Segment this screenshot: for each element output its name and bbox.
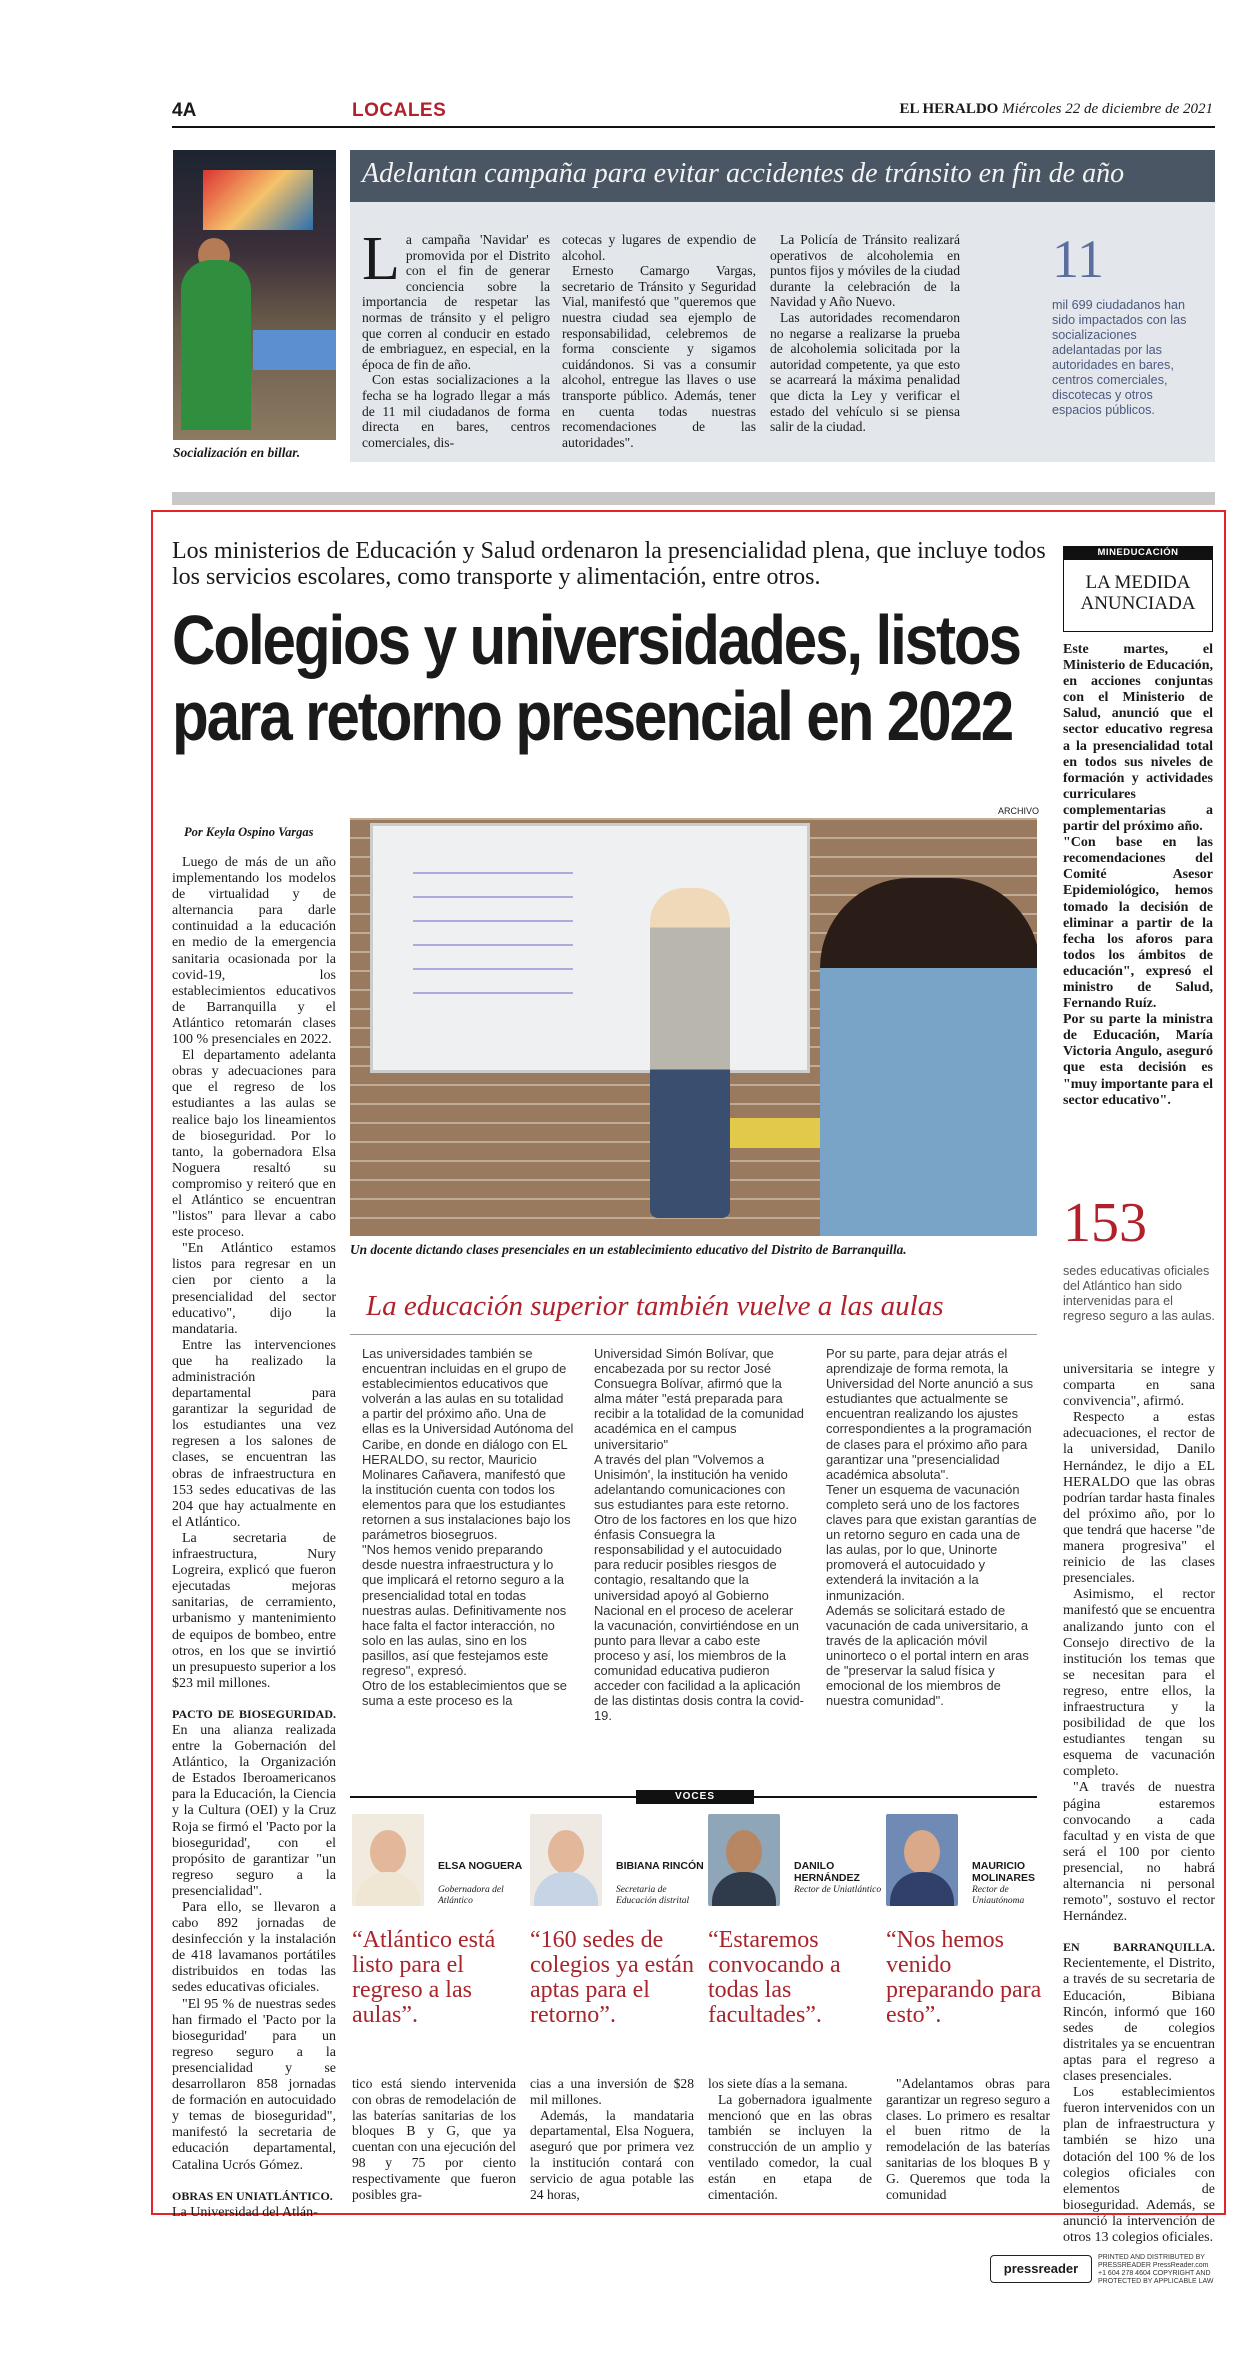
sidebar-stat-number: 153 — [1063, 1192, 1147, 1254]
voz-name: DANILO HERNÁNDEZ — [794, 1860, 860, 1884]
secondary-column-1: Las universidades también se encuentran incluidas en el grupo de establecimientos educativos que volverán a las aulas en su totalidad a partir del próximo año. Una de ellas es la Universidad Autónoma del Caribe, en donde en diálogo con EL HERALDO, su rector, Mauricio Molinares Cañavera, manifestó que la institución cuenta con todos los elementos para que los estudiantes retornen a sus instalaciones bajo los parámetros biosegruos. "Nos hemos venido preparando desde nuestra infraestructura y lo que implicará el retorno seguro a la presencialidad total en todas nuestras aulas. Definitivamente nos hace falta el factor interacción, no solo en las aulas, sino en los pasillos, así que festejamos este regreso", expresó. Otro de los establecimientos que se suma a este proceso es la — [362, 1346, 574, 1709]
top-story-column-1: L a campaña 'Navidar' es promovida por el Distrito con el fin de generar conciencia sobre la importancia de respetar las normas de tránsito y el peligro que corren al conducir en estado de embriaguez, en especial, en la época de fin de año. Con estas socializaciones a la fecha se ha logrado llegar a más de 11 mil ciudadanos de forma directa en bares, centros comerciales, dis- — [362, 225, 550, 450]
drop-cap: L — [362, 225, 400, 293]
voz-role: Secretaria de Educación distrital — [616, 1885, 690, 1906]
sidebar-text: Este martes, el Ministerio de Educación, en acciones conjuntas con el Ministerio de Salud, anunció que el sector educativo regresa a la presencialidad total en todos sus niveles de formación y actividades curriculares complementarias a partir del próximo año. "Con base en las recomendaciones del Comité Asesor Epidemiológico, hemos tomado la decisión de eliminar a partir de la fecha los aforos para todos los ámbitos de educación", expresó el ministro de Salud, Fernando Ruíz. Por su parte la ministra de Educación, María Victoria Angulo, aseguró que esta decisión es "muy importante para el sector educativo". — [1063, 642, 1213, 1108]
masthead — [900, 101, 1213, 118]
voz-quote: “Estaremos convocando a todas las facultades”. — [708, 1927, 841, 2028]
secondary-rule — [350, 1334, 1037, 1335]
voz-quote: “160 sedes de colegios ya están aptas para el retorno”. — [530, 1927, 694, 2028]
voz-quote: “Nos hemos venido preparando para esto”. — [886, 1927, 1042, 2028]
bottom-column-3: los siete días a la semana. La gobernadora igualmente mencionó que en las obras también se incluyen la construcción de un amplio y ventilado comedor, la cual están en etapa de cimentación. — [708, 2076, 872, 2202]
voz-role: Gobernadora del Atlántico — [438, 1885, 504, 1906]
voces-label: VOCES — [636, 1790, 754, 1804]
billiards-photo — [173, 150, 336, 440]
voz-name: BIBIANA RINCÓN — [616, 1860, 704, 1872]
subhead-barranquilla: EN BARRANQUILLA. — [1063, 1940, 1215, 1955]
page-number: 4A — [172, 100, 197, 121]
header-rule — [172, 126, 1215, 128]
newspaper-name: EL HERALDO — [899, 101, 999, 117]
main-headline: Colegios y universidades, listos para retorno presencial en 2022 — [172, 601, 1020, 755]
avatar-noguera — [352, 1814, 424, 1906]
pressreader-notice: PRINTED AND DISTRIBUTED BY PRESSREADER PressReader.com +1 604 278 4604 COPYRIGHT AND PROTECTED BY APPLICABLE LAW — [1098, 2254, 1214, 2285]
pressreader-logo[interactable]: pressreader — [990, 2255, 1092, 2283]
avatar-rincon — [530, 1814, 602, 1906]
voz-role: Rector de Uniatlántico — [794, 1885, 882, 1895]
byline: Por Keyla Ospino Vargas — [184, 825, 314, 839]
bottom-column-2: cias a una inversión de $28 mil millones. Además, la mandataria departamental, Elsa Noguera, aseguró que por primera vez la institución contará con servicio de agua potable las 24 horas, — [530, 2076, 694, 2202]
sidebar-stat-text: sedes educativas oficiales del Atlántico han sido intervenidas para el regreso seguro a las aulas. — [1063, 1264, 1215, 1323]
issue-date: Miércoles 22 de diciembre de 2021 — [1002, 101, 1213, 117]
main-kicker: Los ministerios de Educación y Salud ordenaron la presencialidad plena, que incluye todos los servicios escolares, como transporte y alimentación, entre otros. — [172, 538, 1046, 590]
voz-name: ELSA NOGUERA — [438, 1860, 523, 1872]
top-story-column-2: cotecas y lugares de expendio de alcohol. Ernesto Camargo Vargas, secretario de Tránsito y Seguridad Vial, manifestó que "queremos que nuestra ciudad sea ejemplo de responsabilidad, celebremos de forma consciente y sigamos cuidándonos. Si vas a consumir alcohol, entregue las llaves o use transporte público. Además, tener en cuenta todas nuestras recomendaciones de las autoridades". — [562, 232, 756, 450]
photo-credit: ARCHIVO — [998, 806, 1040, 816]
top-stat-text: mil 699 ciudadanos han sido impactados con las socializaciones adelantadas por las autoridades en bares, centros comerciales, discotecas y otros espacios públicos. — [1052, 298, 1187, 417]
classroom-photo — [350, 818, 1037, 1236]
right-column: universitaria se integre y comparta en sana convivencia", afirmó. Respecto a estas adecuaciones, el rector de la universidad, Danilo Hernández, le dijo a EL HERALDO que las obras podrían tardar hasta finales del próximo año, por lo que tendrá que hacerse "de manera progresiva" el reinicio de las clases presenciales. Asimismo, el rector manifestó que se encuentra analizando junto con el Consejo directivo de la institución los temas que se necesitan para el regreso, entre ellos, la infraestructura y la posibilidad de que los estudiantes tengan su esquema de vacunación completo. "A través de nuestra página estaremos convocando a cada facultad y en vista de que será el 100 por ciento presencial, no habrá alternancia ni personal remoto", sostuvo el rector Hernández. EN BARRANQUILLA. Recientemente, el Distrito, a través de su secretaria de Educación, Bibiana Rincón, informó que 160 sedes de colegios distritales ya se encuentran aptas para el regreso a clases presenciales. Los establecimientos fueron intervenidos con un plan de infraestructura y también se hizo una dotación del 100 % de los colegios oficiales con elementos de bioseguridad. Además, se anunció la intervención de otros 13 colegios oficiales. — [1063, 1362, 1215, 2245]
subhead-pacto: PACTO DE BIOSEGURIDAD. — [172, 1706, 336, 1721]
subhead-obras: OBRAS EN UNIATLÁNTICO. — [172, 2188, 333, 2203]
separator-band — [172, 492, 1215, 505]
bottom-column-1: tico está siendo intervenida con obras de remodelación de las baterías sanitarias de los bloques B y G, que ya cuentan con una ejecución del 98 y 75 por ciento respectivamente que fueron posibles gra- — [352, 2076, 516, 2202]
bottom-column-4: "Adelantamos obras para garantizar un regreso seguro a clases. Lo primero es resaltar el buen ritmo de la remodelación de las baterías sanitarias de los bloques B y G. Queremos que toda la comunidad — [886, 2076, 1050, 2202]
voz-name: MAURICIO MOLINARES — [972, 1860, 1035, 1884]
avatar-hernandez — [708, 1814, 780, 1906]
voz-role: Rector de Uniautónoma — [972, 1885, 1025, 1906]
top-story-column-3: La Policía de Tránsito realizará operativos de alcoholemia en puntos fijos y móviles de la ciudad durante la celebración de la Navidad y Año Nuevo. Las autoridades recomendaron no negarse a realizarse la prueba de alcoholemia solicitada por la autoridad competente, ya que esto se acarreará la máxima penalidad que dicta la Ley y verificar el estado del vehículo si se piensa salir de la ciudad. — [770, 232, 960, 435]
section-name: LOCALES — [352, 100, 447, 121]
voz-quote: “Atlántico está listo para el regreso a las aulas”. — [352, 1927, 496, 2028]
main-photo-caption: Un docente dictando clases presenciales en un establecimiento educativo del Distrito de Barranquilla. — [350, 1242, 907, 1257]
main-left-column: Luego de más de un año implementando los modelos de virtualidad y de alternancia para darle continuidad a la educación en medio de la emergencia sanitaria ocasionada por la covid-19, los establecimientos educativos de Barranquilla y el Atlántico retomarán clases 100 % presenciales en 2022. El departamento adelanta obras y adecuaciones para que el regreso de los estudiantes a las aulas se realice bajo los lineamientos de bioseguridad. Por lo tanto, la gobernadora Elsa Noguera resaltó su compromiso y reiteró que en el Atlántico se encuentran "listos" para llevar a cabo este proceso. "En Atlántico estamos listos para regresar en un cien por ciento a la presencialidad del sector educativo", dijo la mandataria. Entre las intervenciones que ha realizado la administración departamental para garantizar la seguridad de los estudiantes una vez regresen a los salones de clases, se encuentran las obras de infraestructura en 153 sedes educativas de las 204 que hay actualmente en el Atlántico. La secretaria de infraestructura, Nury Logreira, explicó que fueron ejecutadas mejoras sanitarias, de cerramiento, urbanismo y mantenimiento de equipos de bombeo, entre otros, en los que se invirtió un presupuesto superior a los $23 mil millones. PACTO DE BIOSEGURIDAD. En una alianza realizada entre la Gobernación del Atlántico, la Organización de Estados Iberoamericanos para la Educación, la Ciencia y la Cultura (OEI) y la Cruz Roja se firmó el 'Pacto por la bioseguridad', con el propósito de garantizar "un regreso seguro a la presencialidad". Para ello, se llevaron a cabo 892 jornadas de desinfección y la instalación de 418 lavamanos portátiles distribuidos en todas las sedes educativas oficiales. "El 95 % de nuestras sedes han firmado el 'Pacto por la bioseguridad' para un regreso seguro a la presencialidad y se desarrollaron 858 jornadas de formación en autocuidado y temas de bioseguridad", manifestó la secretaria de educación departamental, Catalina Ucrós Gómez. OBRAS EN UNIATLÁNTICO. La Universidad del Atlán- — [172, 855, 336, 2220]
top-photo-caption: Socialización en billar. — [173, 445, 301, 460]
sidebar-title: LA MEDIDA ANUNCIADA — [1080, 572, 1196, 614]
secondary-headline: La educación superior también vuelve a las aulas — [366, 1290, 944, 1322]
top-story-headline: Adelantan campaña para evitar accidentes de tránsito en fin de año — [362, 158, 1125, 189]
avatar-molinares — [886, 1814, 958, 1906]
sidebar-label: MINEDUCACIÓN — [1063, 546, 1213, 560]
top-stat-number: 11 — [1052, 229, 1104, 289]
secondary-column-2: Universidad Simón Bolívar, que encabezada por su rector José Consuegra Bolívar, afirmó que la alma máter "está preparada para recibir a la totalidad de la comunidad académica en el campus universitario" A través del plan "Volvemos a Unisimón', la institución ha venido adelantando comunicaciones con sus estudiantes para este retorno. Otro de los factores en los que hizo énfasis Consuegra la responsabilidad y el autocuidado para reducir posibles riesgos de contagio, resaltando que la universidad apoyó al Gobierno Nacional en el proceso de acelerar la vacunación, convirtiéndose en un punto para llevar a cabo este proceso y así, los miembros de la comunidad educativa pudieron acceder con facilidad a la aplicación de las distintas dosis contra la covid-19. — [594, 1346, 804, 1724]
secondary-column-3: Por su parte, para dejar atrás el aprendizaje de forma remota, la Universidad del Norte anunció a sus estudiantes que actualmente se encuentran realizando los ajustes correspondientes a la programación de clases para el próximo año para garantizar una "presencialidad académica absoluta". Tener un esquema de vacunación completo será uno de los factores claves para que existan garantías de un retorno seguro en cada una de las aulas, por lo que, Uninorte promoverá el autocuidado y extenderá la invitación a la inmunización. Además se solicitará estado de vacunación de cada universitario, a través de la aplicación móvil uninorteco o el portal intern en aras de "preservar la salud física y emocional de los miembros de nuestra comunidad". — [826, 1346, 1037, 1709]
